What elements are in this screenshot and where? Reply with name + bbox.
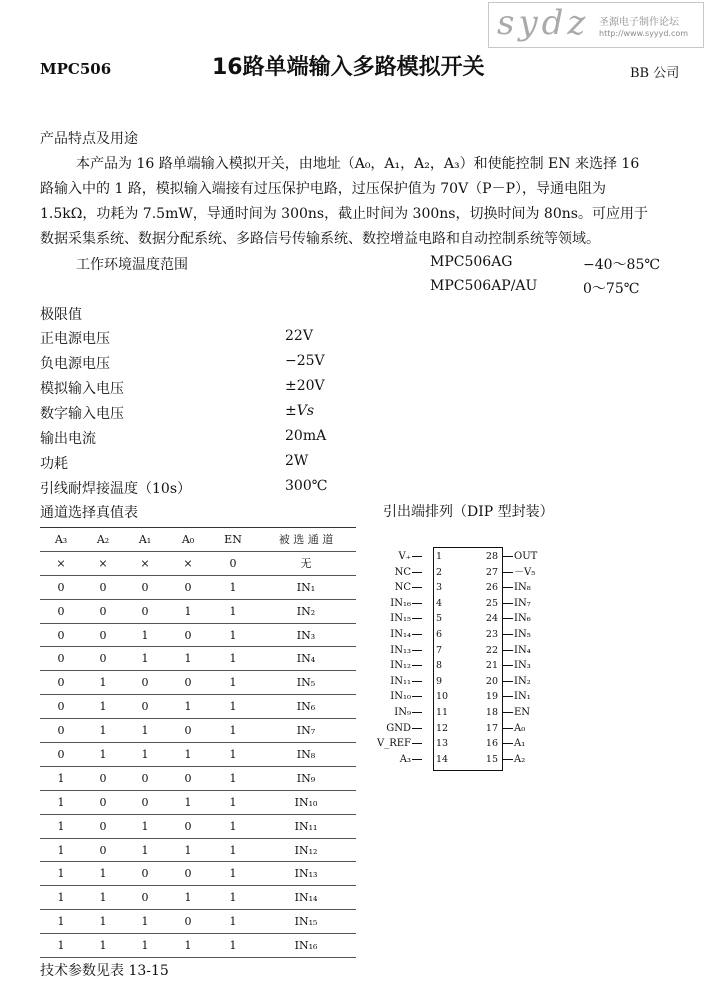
watermark-box	[488, 2, 704, 48]
footer-note: 技术参数见表 13-15	[40, 963, 169, 979]
table-cell: 0	[124, 575, 166, 599]
table-cell: 0	[82, 623, 124, 647]
table-cell: 1	[166, 743, 210, 767]
table-row	[40, 790, 356, 814]
table-cell: 0	[166, 671, 210, 695]
limit-name: 负电源电压	[40, 356, 110, 372]
table-cell: 1	[82, 886, 124, 910]
table-cell: 1	[210, 934, 256, 958]
table-row	[40, 743, 356, 767]
limit-value: −25V	[285, 353, 325, 369]
table-cell: 0	[124, 671, 166, 695]
pin-number-left: 3	[436, 582, 443, 594]
features-line-4: 数据采集系统、数据分配系统、多路信号传输系统、数控增益电路和自动控制系统等领域。	[40, 231, 600, 247]
pin-name-left	[340, 736, 422, 752]
pin-name-text: IN₈	[514, 582, 531, 594]
limit-row	[40, 378, 370, 403]
pin-number-left: 13	[436, 738, 449, 750]
table-row	[40, 862, 356, 886]
table-cell: 0	[124, 766, 166, 790]
table-cell: 1	[210, 671, 256, 695]
pin-name-left	[340, 721, 422, 737]
page-title: 16路单端输入多路模拟开关	[212, 55, 485, 80]
table-cell: 0	[166, 623, 210, 647]
truth-table-body	[40, 551, 356, 957]
pin-name-right	[503, 596, 531, 612]
column-header: EN	[210, 528, 256, 552]
pin-number-left: 5	[436, 613, 443, 625]
pin-name-text: IN₁₅	[390, 613, 411, 625]
limits-heading: 极限值	[40, 307, 82, 323]
table-cell: 1	[210, 719, 256, 743]
table-cell: 1	[40, 766, 82, 790]
pin-number-right: 25	[485, 597, 498, 609]
table-cell: 0	[166, 719, 210, 743]
table-cell: 0	[82, 766, 124, 790]
limit-name: 数字输入电压	[40, 406, 124, 422]
limit-value: 300℃	[285, 478, 328, 494]
pin-name-text: IN₂	[514, 675, 531, 687]
features-line-3: 1.5kΩ，功耗为 7.5mW，导通时间为 300ns，截止时间为 300ns，切换时间为 80ns。可应用于	[40, 206, 648, 222]
pin-name-text: IN₄	[514, 644, 531, 656]
pin-number-left: 7	[436, 644, 443, 656]
pin-name-text: IN₁₂	[390, 660, 411, 672]
table-cell: 1	[210, 623, 256, 647]
pin-number-right: 24	[485, 613, 498, 625]
pin-number-right: 17	[485, 722, 498, 734]
pin-name-text: IN₉	[394, 707, 411, 718]
watermark-url: http://www.syyyd.com	[599, 29, 689, 38]
pin-name-right	[503, 580, 531, 596]
table-cell: 1	[124, 647, 166, 671]
table-cell: IN₁₀	[256, 790, 356, 814]
table-cell: 无	[256, 551, 356, 575]
limit-name: 模拟输入电压	[40, 381, 124, 397]
pin-number-right: 27	[485, 566, 498, 578]
table-row	[40, 838, 356, 862]
pin-name-text: GND	[386, 722, 411, 734]
table-cell: 1	[40, 790, 82, 814]
table-cell: 0	[82, 647, 124, 671]
pin-number-right: 16	[485, 738, 498, 750]
table-cell: 1	[210, 743, 256, 767]
table-cell: 1	[40, 814, 82, 838]
temp-range-label: 工作环境温度范围	[76, 257, 188, 273]
table-cell: 1	[124, 838, 166, 862]
pin-name-right	[503, 549, 537, 565]
table-cell: 1	[210, 695, 256, 719]
pin-name-left	[340, 658, 422, 674]
features-line-1: 本产品为 16 路单端输入模拟开关，由地址（A₀，A₁，A₂，A₃）和使能控制 EN 来选择 16	[76, 156, 640, 172]
table-cell: 1	[82, 862, 124, 886]
table-cell: 1	[210, 575, 256, 599]
pin-number-left: 9	[436, 675, 443, 687]
table-cell: 0	[166, 575, 210, 599]
limit-row	[40, 478, 370, 503]
table-cell: IN₁₁	[256, 814, 356, 838]
table-cell: IN₂	[256, 599, 356, 623]
table-cell: ×	[82, 551, 124, 575]
pin-name-text: A₃	[399, 753, 411, 765]
table-cell: 0	[40, 623, 82, 647]
pin-name-right	[503, 721, 525, 737]
limit-row	[40, 403, 370, 428]
pin-name-left	[340, 549, 422, 565]
table-cell: ×	[124, 551, 166, 575]
table-cell: 1	[40, 838, 82, 862]
table-cell: IN₁₂	[256, 838, 356, 862]
table-row	[40, 886, 356, 910]
pin-name-text: A₀	[514, 722, 526, 734]
watermark-site-name: 圣源电子制作论坛	[599, 17, 679, 28]
column-header: A₀	[166, 528, 210, 552]
table-cell: 1	[82, 910, 124, 934]
table-cell: 1	[124, 623, 166, 647]
column-header: A₁	[124, 528, 166, 552]
temp-model-2: MPC506AP/AU	[430, 278, 538, 294]
table-cell: 0	[124, 886, 166, 910]
company-name: BB 公司	[630, 66, 680, 81]
table-cell: 1	[210, 647, 256, 671]
table-cell: 0	[82, 838, 124, 862]
table-cell: 1	[82, 934, 124, 958]
table-cell: 0	[82, 814, 124, 838]
pin-name-right	[503, 643, 531, 659]
pin-number-left: 2	[436, 566, 443, 578]
table-cell: 1	[40, 934, 82, 958]
column-header: A₃	[40, 528, 82, 552]
pin-number-right: 18	[485, 707, 498, 718]
table-cell: 1	[166, 934, 210, 958]
table-cell: 0	[40, 671, 82, 695]
temp-range-2: 0～75℃	[583, 281, 640, 297]
pin-name-right	[503, 689, 531, 705]
pin-name-right	[503, 565, 535, 581]
table-cell: 0	[82, 790, 124, 814]
truth-table-header-row	[40, 528, 356, 552]
pin-name-text: －V₅	[514, 566, 536, 578]
pin-name-text: EN	[514, 707, 531, 718]
temp-model-1: MPC506AG	[430, 254, 513, 270]
table-cell: 0	[166, 814, 210, 838]
table-cell: 0	[82, 575, 124, 599]
table-cell: ×	[166, 551, 210, 575]
pin-name-text: V_REF	[377, 738, 411, 750]
table-cell: IN₁	[256, 575, 356, 599]
pin-number-right: 15	[485, 753, 498, 765]
table-cell: IN₁₄	[256, 886, 356, 910]
table-cell: 0	[210, 551, 256, 575]
table-row	[40, 623, 356, 647]
limit-value: 22V	[285, 328, 313, 344]
pin-name-text: V₊	[398, 551, 411, 562]
table-cell: IN₇	[256, 719, 356, 743]
pin-name-text: NC	[394, 566, 411, 578]
table-cell: IN₅	[256, 671, 356, 695]
pin-name-text: OUT	[514, 551, 538, 562]
table-cell: IN₁₆	[256, 934, 356, 958]
table-row	[40, 910, 356, 934]
limit-value: ±Vs	[285, 403, 315, 419]
pin-name-text: IN₁₁	[390, 675, 411, 687]
table-cell: 0	[166, 766, 210, 790]
table-row	[40, 766, 356, 790]
table-row	[40, 575, 356, 599]
table-cell: 1	[210, 886, 256, 910]
pinout-heading: 引出端排列（DIP 型封装）	[383, 504, 554, 520]
table-cell: 0	[40, 647, 82, 671]
pin-number-right: 21	[485, 660, 498, 672]
table-cell: IN₁₅	[256, 910, 356, 934]
table-cell: 1	[166, 599, 210, 623]
table-cell: 1	[166, 790, 210, 814]
table-row	[40, 599, 356, 623]
pin-number-left: 11	[436, 707, 449, 718]
pin-number-right: 22	[485, 644, 498, 656]
table-cell: 1	[124, 934, 166, 958]
pin-name-left	[340, 643, 422, 659]
pin-name-left	[340, 674, 422, 690]
features-line-2: 路输入中的 1 路，模拟输入端接有过压保护电路，过压保护值为 70V（P－P），导通电阻为	[40, 181, 607, 197]
pin-name-text: IN₃	[514, 660, 531, 672]
pin-name-text: IN₅	[514, 629, 531, 640]
table-cell: 1	[82, 671, 124, 695]
pin-name-right	[503, 736, 525, 752]
limit-row	[40, 328, 370, 353]
limit-value: 2W	[285, 453, 309, 469]
pin-number-left: 6	[436, 629, 443, 640]
pin-name-right	[503, 674, 531, 690]
pin-name-text: IN₁₄	[390, 629, 411, 640]
table-row	[40, 647, 356, 671]
table-cell: 0	[40, 743, 82, 767]
table-cell: 1	[166, 886, 210, 910]
pin-number-right: 23	[485, 629, 498, 640]
limit-name: 引线耐焊接温度（10s）	[40, 481, 191, 497]
table-cell: 0	[40, 575, 82, 599]
table-cell: 1	[210, 790, 256, 814]
table-cell: 1	[210, 814, 256, 838]
pin-name-left	[340, 596, 422, 612]
pin-name-text: IN₁₃	[390, 644, 411, 656]
table-cell: 0	[40, 599, 82, 623]
temp-range-1: −40～85℃	[583, 257, 661, 273]
table-row	[40, 551, 356, 575]
table-cell: 1	[124, 743, 166, 767]
pin-number-left: 4	[436, 597, 443, 609]
pin-name-text: IN₁	[514, 691, 531, 703]
pin-name-text: IN₁₆	[390, 597, 411, 609]
table-cell: 0	[124, 862, 166, 886]
table-cell: 1	[82, 695, 124, 719]
table-cell: 1	[40, 862, 82, 886]
pin-name-left	[340, 627, 422, 643]
table-cell: 1	[40, 886, 82, 910]
pin-name-text: IN₁₀	[390, 691, 411, 703]
table-cell: IN₆	[256, 695, 356, 719]
watermark-logo: sydz	[497, 3, 590, 43]
table-cell: 1	[124, 814, 166, 838]
column-header: A₂	[82, 528, 124, 552]
table-row	[40, 814, 356, 838]
limit-row	[40, 353, 370, 378]
pin-name-right	[503, 705, 530, 721]
pin-name-left	[340, 611, 422, 627]
table-cell: 1	[40, 910, 82, 934]
pin-name-left	[340, 689, 422, 705]
table-cell: 1	[166, 838, 210, 862]
table-cell: ×	[40, 551, 82, 575]
table-cell: 0	[82, 599, 124, 623]
pin-name-right	[503, 627, 531, 643]
pin-name-text: IN₇	[514, 597, 531, 609]
pin-number-left: 1	[436, 551, 443, 562]
table-cell: 0	[40, 719, 82, 743]
limit-name: 功耗	[40, 456, 68, 472]
pin-name-right	[503, 752, 525, 768]
table-row	[40, 695, 356, 719]
table-cell: 0	[124, 695, 166, 719]
table-cell: 0	[124, 790, 166, 814]
pin-name-text: NC	[394, 582, 411, 594]
pin-name-text: A₁	[514, 738, 526, 750]
part-number: MPC506	[40, 60, 112, 78]
table-row	[40, 934, 356, 958]
table-cell: 0	[124, 599, 166, 623]
table-cell: 1	[82, 743, 124, 767]
limit-row	[40, 453, 370, 478]
limit-value: ±20V	[285, 378, 325, 394]
pin-number-left: 14	[436, 753, 449, 765]
table-cell: IN₈	[256, 743, 356, 767]
table-cell: IN₄	[256, 647, 356, 671]
table-cell: 0	[166, 910, 210, 934]
table-row	[40, 719, 356, 743]
pin-number-right: 20	[485, 675, 498, 687]
table-cell: IN₉	[256, 766, 356, 790]
pin-name-right	[503, 611, 531, 627]
table-cell: 1	[82, 719, 124, 743]
table-cell: 1	[210, 838, 256, 862]
limit-row	[40, 428, 370, 453]
features-heading: 产品特点及用途	[40, 131, 138, 147]
limit-name: 正电源电压	[40, 331, 110, 347]
pin-number-right: 26	[485, 582, 498, 594]
table-cell: 1	[166, 695, 210, 719]
pin-name-left	[340, 565, 422, 581]
truth-table-heading: 通道选择真值表	[40, 505, 138, 521]
table-cell: 0	[166, 862, 210, 886]
pin-number-left: 10	[436, 691, 449, 703]
pin-name-text: IN₆	[514, 613, 531, 625]
table-cell: IN₁₃	[256, 862, 356, 886]
table-cell: 1	[210, 766, 256, 790]
table-cell: 1	[166, 647, 210, 671]
table-cell: 1	[210, 910, 256, 934]
pin-number-right: 19	[485, 691, 498, 703]
table-cell: 1	[124, 719, 166, 743]
table-cell: 1	[124, 910, 166, 934]
pin-name-left	[340, 752, 422, 768]
limit-name: 输出电流	[40, 431, 96, 447]
column-header: 被 选 通 道	[256, 528, 356, 552]
pin-number-left: 12	[436, 722, 449, 734]
pin-name-left	[340, 580, 422, 596]
table-cell: 0	[40, 695, 82, 719]
pin-number-right: 28	[485, 551, 498, 562]
pin-name-left	[340, 705, 422, 721]
truth-table	[40, 527, 356, 958]
pin-number-left: 8	[436, 660, 443, 672]
limit-value: 20mA	[285, 428, 327, 444]
pin-name-text: A₂	[514, 753, 526, 765]
table-cell: 1	[210, 599, 256, 623]
table-cell: IN₃	[256, 623, 356, 647]
pin-name-right	[503, 658, 531, 674]
table-row	[40, 671, 356, 695]
table-cell: 1	[210, 862, 256, 886]
